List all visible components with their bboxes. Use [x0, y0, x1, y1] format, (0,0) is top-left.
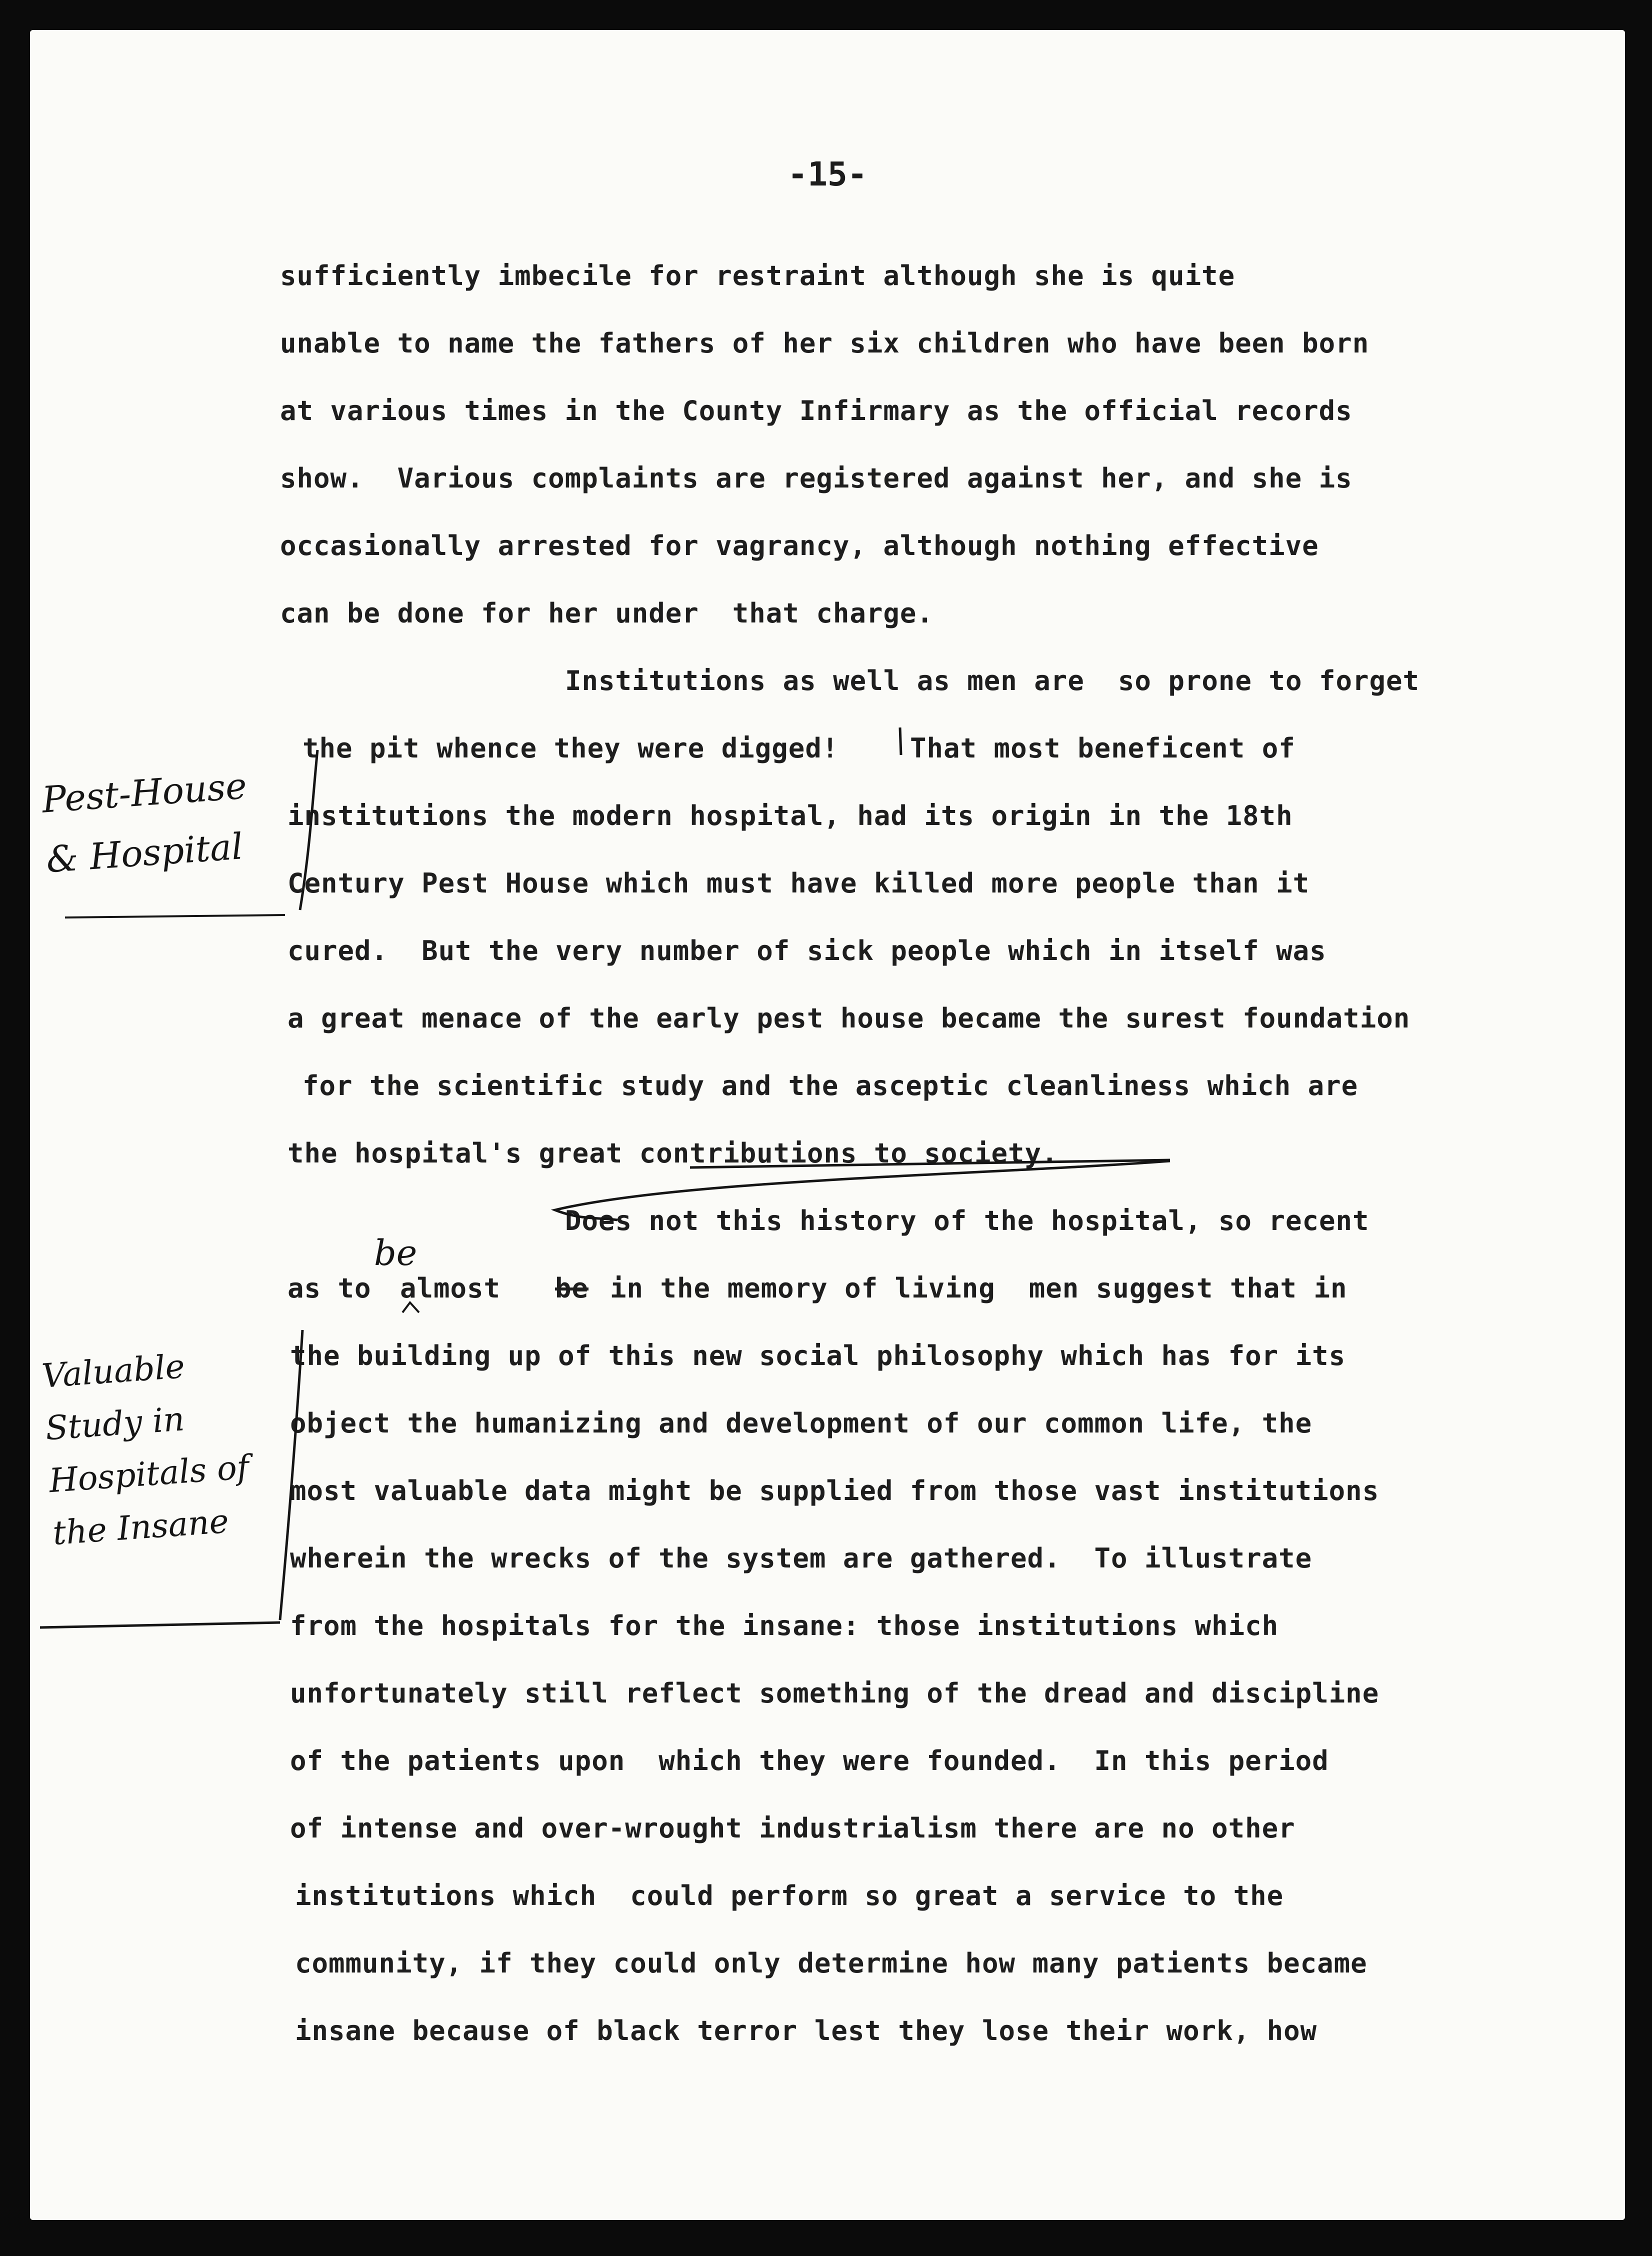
margin-note-insane-study: Valuable Study in Hospitals of the Insane	[40, 1346, 250, 1553]
text-line: insane because of black terror lest they lose their work, how	[295, 2015, 1318, 2046]
text-line: cured. But the very number of sick people which in itself was	[288, 935, 1326, 966]
text-line: the hospital's great contributions to society.	[288, 1138, 1058, 1169]
text-line: the building up of this new social philosophy which has for its	[290, 1340, 1346, 1372]
text-line: from the hospitals for the insane: those institutions which	[290, 1610, 1279, 1642]
text-line: a great menace of the early pest house became the surest foundation	[288, 1002, 1410, 1034]
text-line: for the scientific study and the asceptic cleanliness which are	[302, 1070, 1358, 1102]
margin-note-pest-house: Pest-House & Hospital	[40, 764, 248, 881]
text-line: wherein the wrecks of the system are gathered. To illustrate	[290, 1542, 1312, 1574]
text-line: community, if they could only determine how many patients became	[295, 1948, 1368, 1979]
text-line: occasionally arrested for vagrancy, although nothing effective	[280, 530, 1319, 562]
handwritten-insert: be	[374, 1232, 418, 1274]
struck-word: be	[555, 1272, 589, 1304]
text-line: of the patients upon which they were founded. In this period	[290, 1745, 1329, 1776]
text-line: almost	[400, 1272, 501, 1304]
text-line: object the humanizing and development of our common life, the	[290, 1408, 1312, 1439]
document-page	[30, 30, 1625, 2220]
text-line: sufficiently imbecile for restraint although she is quite	[280, 260, 1236, 292]
text-line: That most beneficent of	[910, 732, 1296, 764]
text-line: Does not this history of the hospital, so recent	[565, 1205, 1370, 1236]
text-line: can be done for her under that charge.	[280, 598, 934, 629]
text-line: Institutions as well as men are so prone to forget	[565, 665, 1420, 696]
text-line: institutions the modern hospital, had its origin in the 18th	[288, 800, 1293, 832]
text-line: most valuable data might be supplied from those vast institutions	[290, 1475, 1380, 1506]
text-line: of intense and over-wrought industrialism there are no other	[290, 1812, 1296, 1844]
text-line: at various times in the County Infirmary as the official records	[280, 395, 1352, 426]
text-line: institutions which could perform so great a service to the	[295, 1880, 1284, 1912]
text-line: as to	[288, 1272, 372, 1304]
text-line: in the memory of living men suggest that in	[610, 1272, 1348, 1304]
text-line: unable to name the fathers of her six children who have been born	[280, 328, 1370, 359]
text-line: Century Pest House which must have killed more people than it	[288, 868, 1310, 899]
text-line: unfortunately still reflect something of the dread and discipline	[290, 1678, 1380, 1709]
text-line: the pit whence they were digged!	[302, 732, 839, 764]
page-number: -15-	[788, 155, 868, 194]
text-line: show. Various complaints are registered against her, and she is	[280, 462, 1352, 494]
